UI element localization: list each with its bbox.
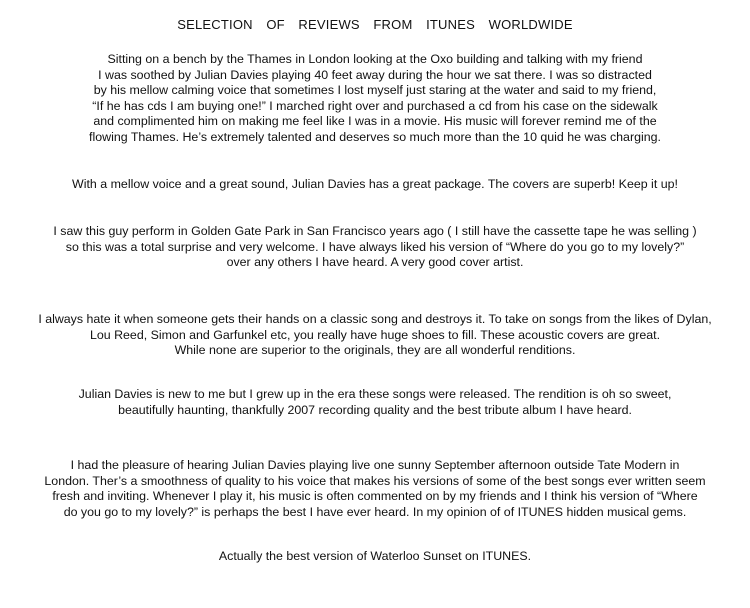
review-line: flowing Thames. He’s extremely talented and deserves so much more than the 10 quid he was charging.: [89, 129, 661, 144]
review-line: Actually the best version of Waterloo Sunset on ITUNES.: [218, 549, 532, 563]
page-title: SELECTION OF REVIEWS FROM ITUNES WORLDWIDE: [177, 17, 573, 32]
review-line: Sitting on a bench by the Thames in London looking at the Oxo building and talking with my friend: [107, 52, 643, 66]
review-line: do you go to my lovely?” is perhaps the best I have ever heard. In my opinion of of ITUNES hidden musical gems.: [63, 504, 687, 519]
review-line: I saw this guy perform in Golden Gate Park in San Francisco years ago ( I still have the cassette tape he was selling ): [53, 224, 697, 238]
review-5: [0, 387, 750, 418]
review-line: I always hate it when someone gets their hands on a classic song and destroys it. To take on songs from the likes of Dylan,: [38, 312, 712, 326]
review-line: and complimented him on making me feel like I was in a movie. His music will forever remind me of the: [93, 114, 657, 129]
review-line: so this was a total surprise and very welcome. I have always liked his version of “Where do you go to my lovely?”: [65, 239, 685, 254]
review-line: I was soothed by Julian Davies playing 40 feet away during the hour we sat there. I was so distracted: [98, 67, 652, 82]
review-line: by his mellow calming voice that sometimes I lost myself just staring at the water and said to my friend,: [93, 83, 657, 98]
review-7: [0, 549, 750, 565]
review-6: [0, 458, 750, 520]
review-line: “If he has cds I am buying one!” I marched right over and purchased a cd from his case on the sidewalk: [92, 98, 658, 113]
review-1: [0, 52, 750, 146]
review-line: Lou Reed, Simon and Garfunkel etc, you really have huge shoes to fill. These acoustic covers are great.: [89, 327, 661, 342]
review-line: Julian Davies is new to me but I grew up in the era these songs were released. The rendition is oh so sweet,: [78, 387, 672, 401]
review-line: While none are superior to the originals, they are all wonderful renditions.: [174, 343, 576, 358]
review-line: over any others I have heard. A very good cover artist.: [226, 255, 524, 270]
review-line: fresh and inviting. Whenever I play it, his music is often commented on by my friends and I think his version of “Where: [52, 489, 698, 504]
review-4: [0, 312, 750, 359]
review-line: With a mellow voice and a great sound, Julian Davies has a great package. The covers are superb! Keep it up!: [72, 177, 678, 191]
review-line: I had the pleasure of hearing Julian Davies playing live one sunny September afternoon outside Tate Modern in: [70, 458, 680, 472]
review-3: [0, 224, 750, 271]
review-2: [0, 177, 750, 193]
review-line: beautifully haunting, thankfully 2007 recording quality and the best tribute album I have heard.: [118, 402, 632, 417]
review-line: London. Ther’s a smoothness of quality to his voice that makes his versions of some of the best songs ever written seem: [44, 473, 706, 488]
